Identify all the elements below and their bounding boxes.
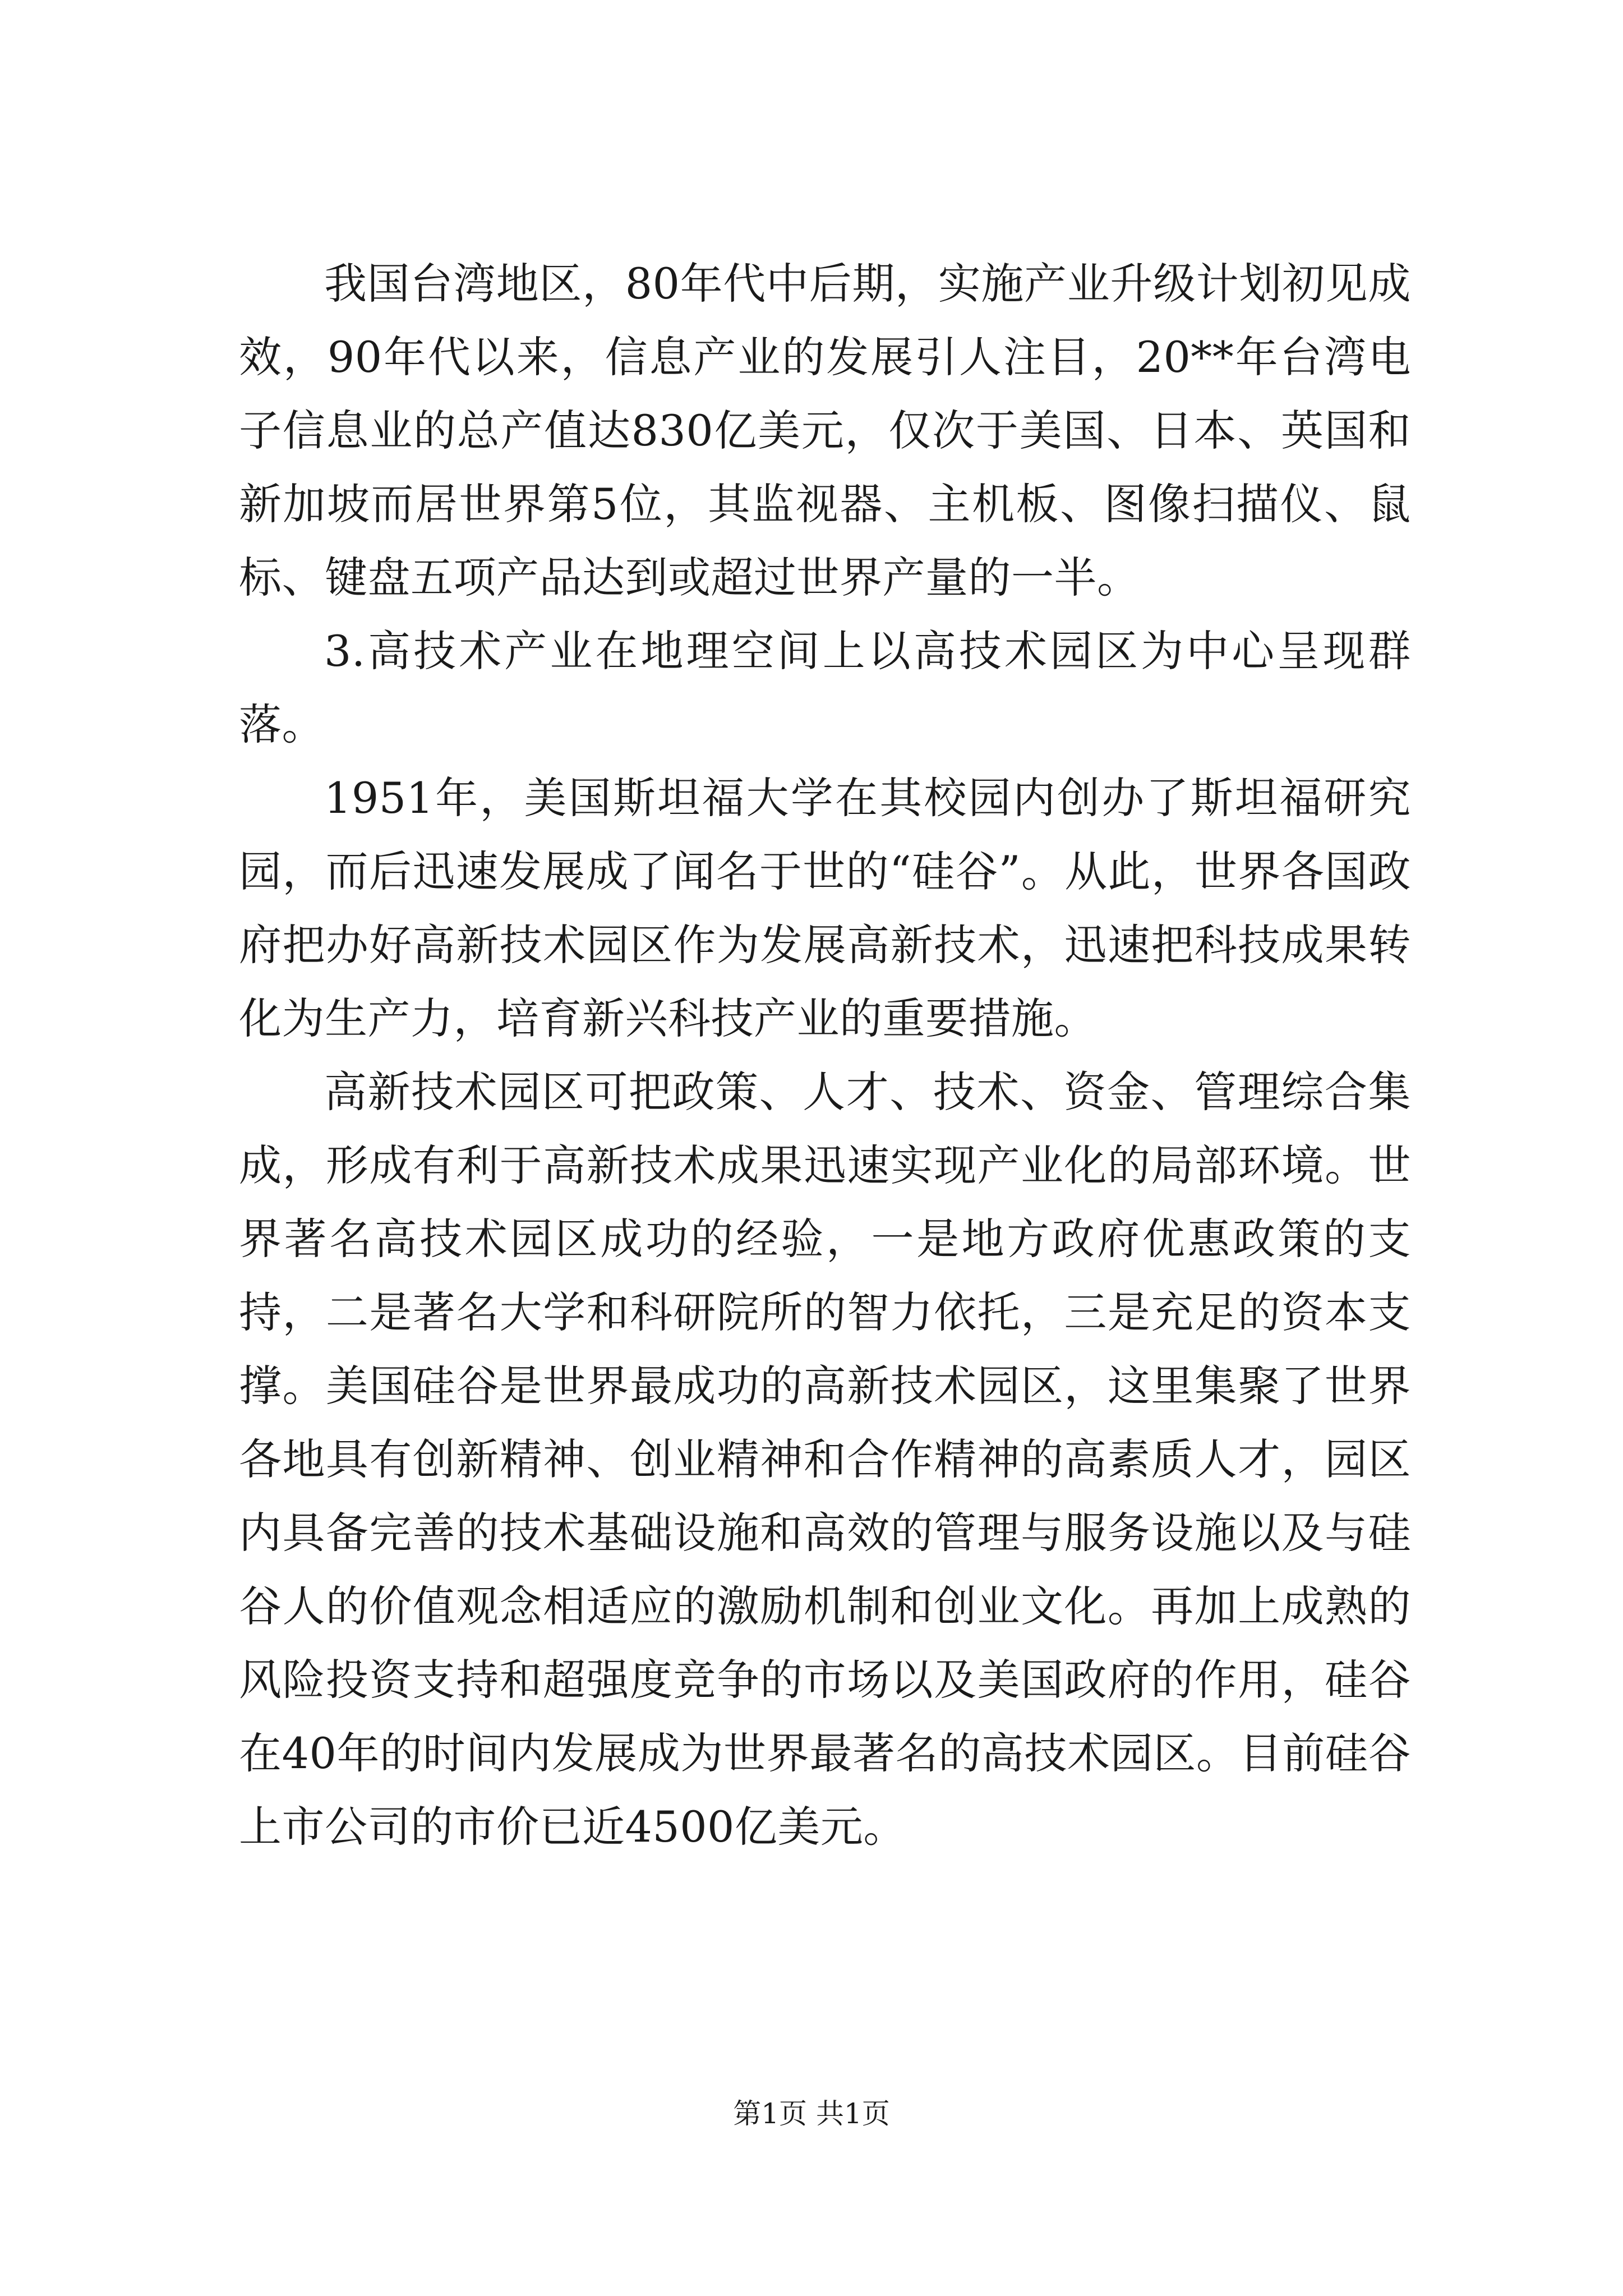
paragraph-section-heading-3: 3.高技术产业在地理空间上以高技术园区为中心呈现群落。 (239, 626, 1411, 749)
paragraph-taiwan-info-industry: 我国台湾地区，80年代中后期，实施产业升级计划初见成效，90年代以来，信息产业的发展引人注目，20**年台湾电子信息业的总产值达830亿美元，仅次于美国、日本、英国和新加坡而居世界第5位，其监视器、主机板、图像扫描仪、鼠标、键盘五项产品达到或超过世界产量的一半。 (239, 259, 1411, 602)
page-number-footer: 第1页 共1页 (733, 2097, 890, 2130)
paragraph-stanford-research-park: 1951年，美国斯坦福大学在其校园内创办了斯坦福研究园，而后迅速发展成了闻名于世的“硅谷”。从此，世界各国政府把办好高新技术园区作为发展高新技术，迅速把科技成果转化为生产力，培育新兴科技产业的重要措施。 (239, 773, 1411, 1043)
paragraph-hightech-park-experience: 高新技术园区可把政策、人才、技术、资金、管理综合集成，形成有利于高新技术成果迅速实现产业化的局部环境。世界著名高技术园区成功的经验，一是地方政府优惠政策的支持，二是著名大学和科研院所的智力依托，三是充足的资本支撑。美国硅谷是世界最成功的高新技术园区，这里集聚了世界各地具有创新精神、创业精神和合作精神的高素质人才，园区内具备完善的技术基础设施和高效的管理与服务设施以及与硅谷人的价值观念相适应的激励机制和创业文化。再加上成熟的风险投资支持和超强度竞争的市场以及美国政府的作用，硅谷在40年的时间内发展成为世界最著名的高技术园区。目前硅谷上市公司的市价已近4500亿美元。 (239, 1067, 1411, 1852)
document-body (239, 247, 1411, 1864)
